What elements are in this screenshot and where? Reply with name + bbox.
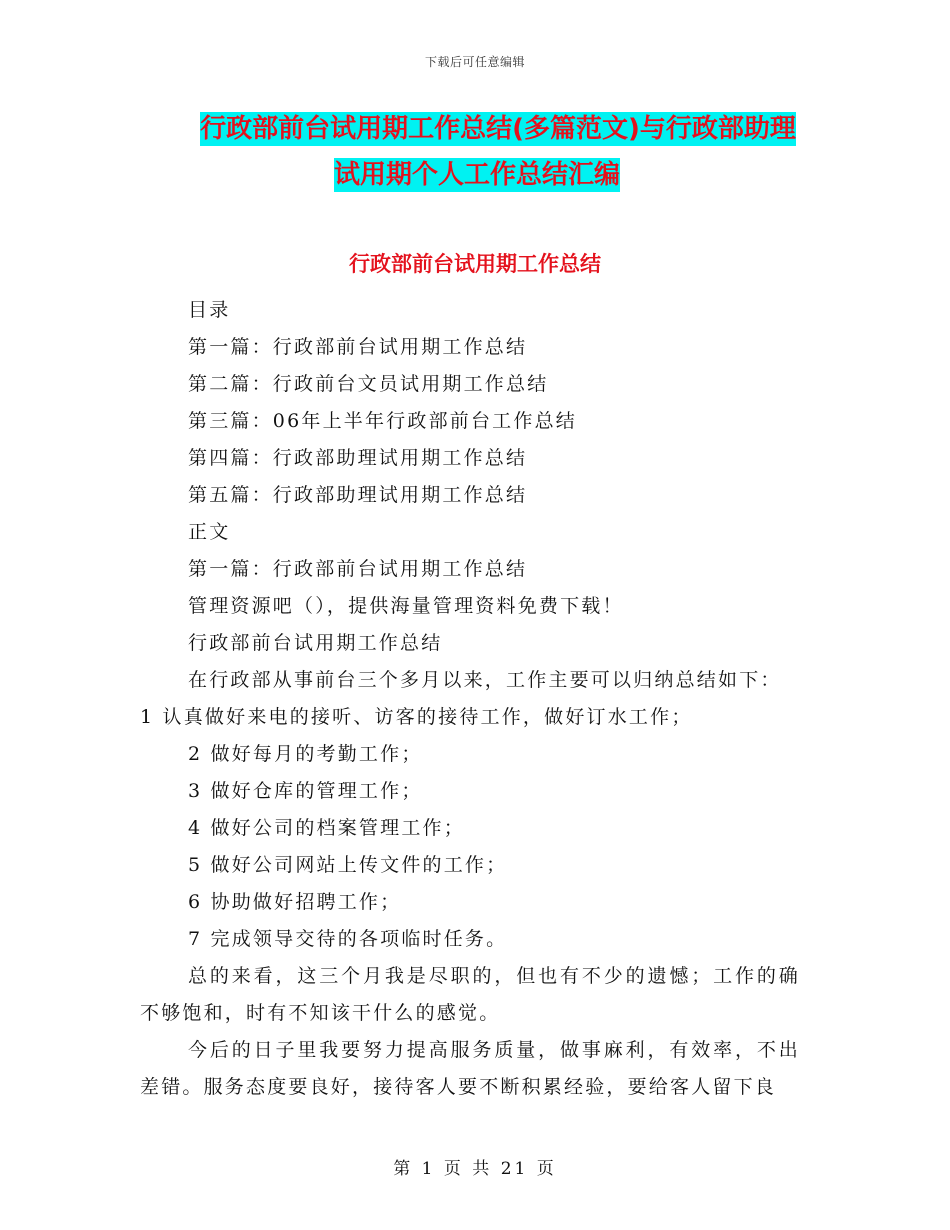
paragraph: 总的来看，这三个月我是尽职的，但也有不少的遗憾；工作的确不够饱和，时有不知该干什么的感觉。 <box>140 965 800 1024</box>
page-footer: 第 1 页 共 21 页 <box>393 1159 557 1179</box>
body-line: 行政部前台试用期工作总结 <box>188 632 443 654</box>
toc-item: 第二篇：行政前台文员试用期工作总结 <box>188 373 549 395</box>
list-item: 6 协助做好招聘工作； <box>188 891 402 913</box>
toc-item: 第三篇：06年上半年行政部前台工作总结 <box>188 410 577 432</box>
main-title-text-1: 行政部前台试用期工作总结(多篇范文)与行政部助理 <box>200 114 796 144</box>
body-line: 管理资源吧（），提供海量管理资料免费下载！ <box>188 595 624 617</box>
header-note: 下载后可任意编辑 <box>424 55 525 69</box>
document-body <box>140 292 800 1106</box>
list-item: 1 认真做好来电的接听、访客的接待工作，做好订水工作； <box>140 706 693 728</box>
list-item: 2 做好每月的考勤工作； <box>188 743 423 765</box>
body-line: 在行政部从事前台三个多月以来，工作主要可以归纳总结如下： <box>188 669 782 691</box>
toc-item: 第一篇：行政部前台试用期工作总结 <box>188 336 528 358</box>
list-item: 5 做好公司网站上传文件的工作； <box>188 854 508 876</box>
chapter-heading: 第一篇：行政部前台试用期工作总结 <box>188 558 528 580</box>
main-title-line-2 <box>0 156 950 194</box>
main-title-line-1 <box>0 110 950 148</box>
section-title: 行政部前台试用期工作总结 <box>349 252 601 276</box>
paragraph: 今后的日子里我要努力提高服务质量，做事麻利，有效率，不出差错。服务态度要良好，接待客人要不断积累经验，要给客人留下良 <box>140 1039 800 1098</box>
body-heading: 正文 <box>188 521 231 543</box>
toc-item: 第四篇：行政部助理试用期工作总结 <box>188 447 528 469</box>
toc-heading: 目录 <box>188 299 231 321</box>
main-title-text-2: 试用期个人工作总结汇编 <box>333 160 620 190</box>
list-item: 3 做好仓库的管理工作； <box>188 780 423 802</box>
list-item: 4 做好公司的档案管理工作； <box>188 817 465 839</box>
list-item: 7 完成领导交待的各项临时任务。 <box>188 928 508 950</box>
toc-item: 第五篇：行政部助理试用期工作总结 <box>188 484 528 506</box>
